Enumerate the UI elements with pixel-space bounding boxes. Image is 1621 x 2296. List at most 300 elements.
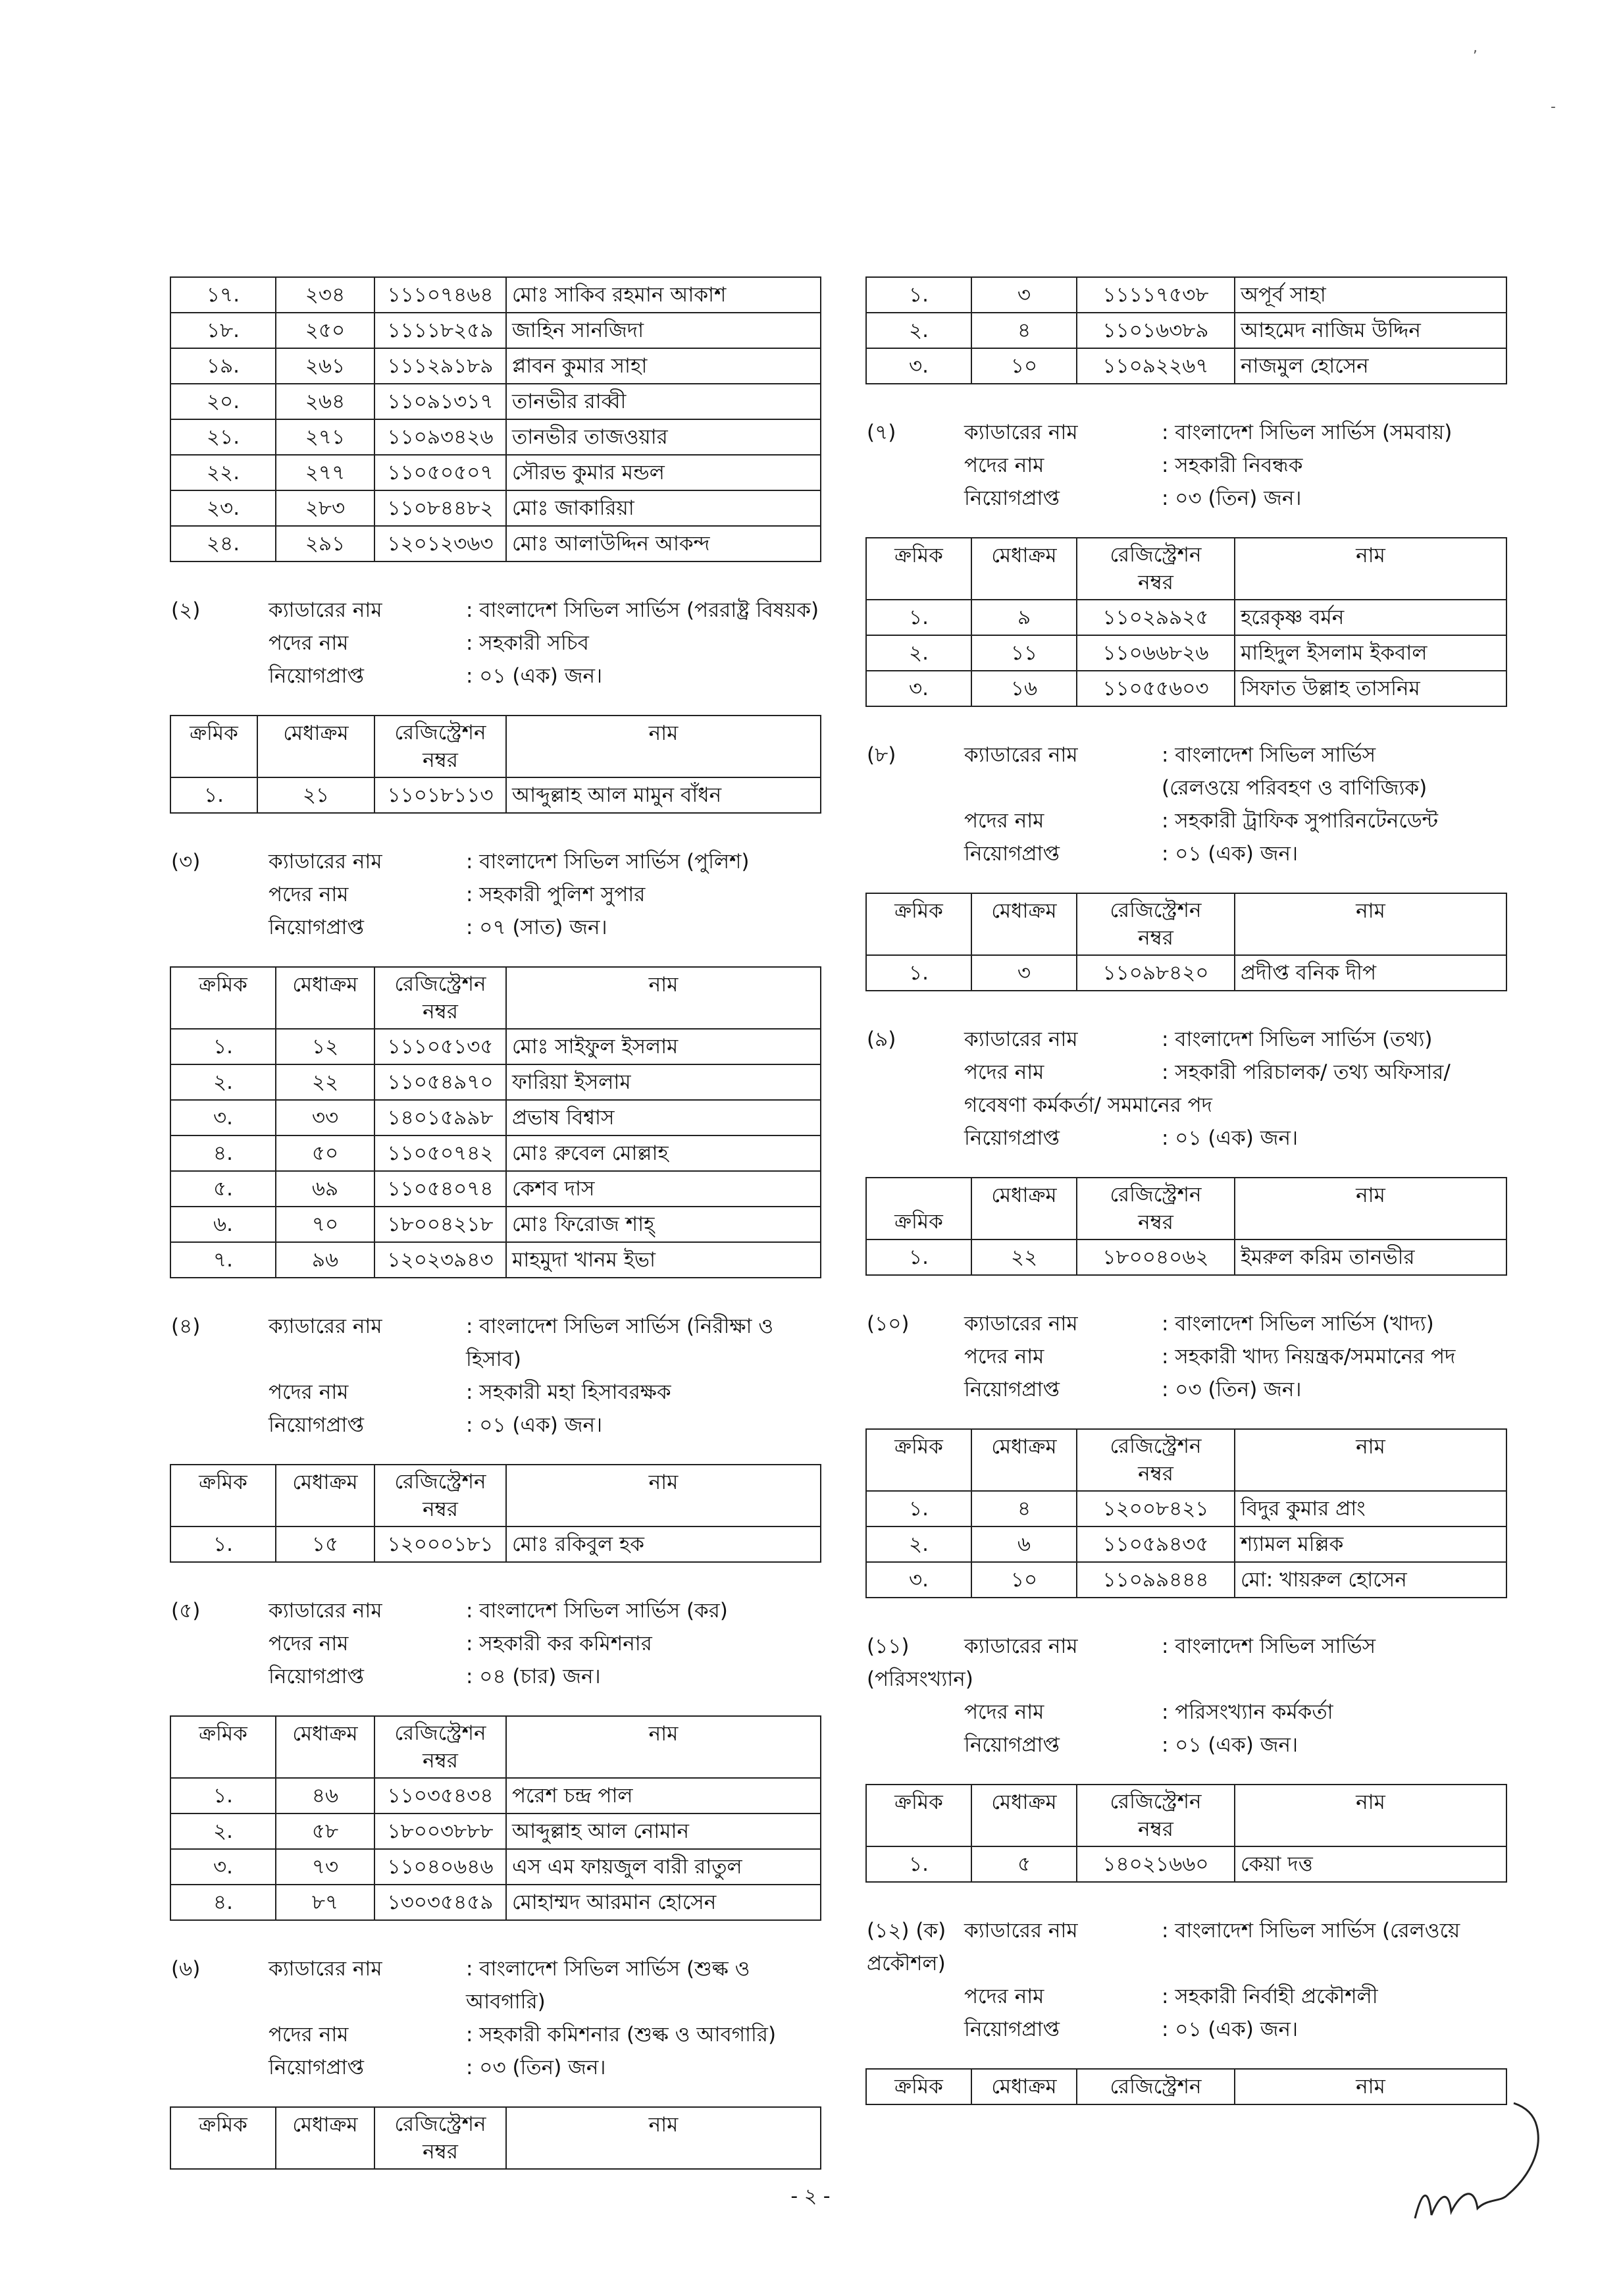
cell-registration: ১১১১৭৫৩৮ — [1077, 277, 1235, 313]
right-column — [865, 276, 1507, 2105]
cell-serial: ২১. — [170, 419, 276, 455]
table-row — [866, 1526, 1506, 1562]
table-section-8 — [865, 893, 1507, 991]
cell-serial: ১৯. — [170, 348, 276, 384]
cell-registration: ১১০৫৪৯৭০ — [374, 1064, 506, 1100]
cell-registration: ১২০২৩৯৪৩ — [374, 1242, 506, 1278]
cell-registration: ১১০৩৫৪৩৪ — [374, 1778, 506, 1813]
post-label: পদের নাম — [269, 631, 349, 655]
post-value: : সহকারী পুলিশ সুপার — [466, 883, 646, 906]
scan-speck: - — [1551, 99, 1556, 115]
cell-registration: ১৮০০৪২১৮ — [374, 1207, 506, 1242]
cell-registration: ১১০৯২২৬৭ — [1077, 348, 1235, 384]
appointed-value: : ০৪ (চার) জন। — [466, 1665, 601, 1688]
appointed-label: নিয়োগপ্রাপ্ত — [269, 916, 365, 939]
appointed-value: : ০১ (এক) জন। — [1162, 1126, 1299, 1150]
cell-serial: ৩. — [866, 348, 971, 384]
cell-registration: ১২০১২৩৬৩ — [374, 526, 506, 561]
post-label: পদের নাম — [964, 1700, 1044, 1724]
cadre-value: : বাংলাদেশ সিভিল সার্ভিস (খাদ্য) — [1162, 1312, 1434, 1336]
cadre-value: : বাংলাদেশ সিভিল সার্ভিস (শুল্ক ও আবগারি) — [466, 1957, 750, 2014]
cell-registration: ১১০৯৮৪২০ — [1077, 955, 1235, 991]
cell-serial: ৩. — [866, 671, 971, 706]
cell-serial: ২৩. — [170, 490, 276, 526]
cell-name: তানভীর রাব্বী — [506, 384, 821, 419]
cell-registration: ১১০৪০৬৪৬ — [374, 1849, 506, 1885]
header-serial: ক্রমিক — [170, 967, 276, 1029]
cadre-label: ক্যাডারের নাম — [269, 598, 382, 622]
table-row — [170, 1029, 821, 1064]
table-row — [170, 455, 821, 490]
header-merit: মেধাক্রম — [257, 716, 374, 777]
appointed-label: নিয়োগপ্রাপ্ত — [964, 486, 1060, 510]
cell-name: প্রভাষ বিশ্বাস — [506, 1100, 821, 1135]
cell-name: জাহিন সানজিদা — [506, 313, 821, 348]
section-number: (২) — [171, 598, 201, 622]
appointed-value: : ০৩ (তিন) জন। — [466, 2056, 606, 2079]
cadre-value: : বাংলাদেশ সিভিল সার্ভিস (রেলওয়ে — [1162, 1919, 1460, 1943]
cell-merit: ২৫০ — [276, 313, 374, 348]
section-5-info — [170, 1594, 821, 1693]
cadre-label: ক্যাডারের নাম — [964, 1312, 1078, 1336]
cell-registration: ১১০৯৩৪২৬ — [374, 419, 506, 455]
cell-serial: ২. — [866, 1526, 971, 1562]
cell-merit: ৬৯ — [276, 1171, 374, 1207]
table-row — [170, 526, 821, 561]
cell-serial: ৫. — [170, 1171, 276, 1207]
cell-merit: ২৮৩ — [276, 490, 374, 526]
table-row — [170, 1778, 821, 1813]
left-column — [170, 276, 821, 2170]
post-value: : সহকারী নির্বাহী প্রকৌশলী — [1162, 1985, 1378, 2008]
cell-registration: ১১০৯১৩১৭ — [374, 384, 506, 419]
table-row — [866, 1562, 1506, 1598]
cell-name: ইমরুল করিম তানভীর — [1235, 1239, 1506, 1275]
cell-merit: ৩ — [971, 955, 1077, 991]
cell-name: প্লাবন কুমার সাহা — [506, 348, 821, 384]
section-4-info — [170, 1310, 821, 1442]
cell-serial: ১. — [170, 1526, 276, 1562]
cell-registration: ১১১০৫১৩৫ — [374, 1029, 506, 1064]
section-8-info — [865, 739, 1507, 870]
table-cadre-1-continued — [170, 276, 821, 562]
section-6-info — [170, 1952, 821, 2084]
post-label: পদের নাম — [964, 454, 1044, 477]
table-row — [170, 1526, 821, 1562]
table-section-11 — [865, 1784, 1507, 1883]
table-section-6-continued — [865, 276, 1507, 384]
table-row — [866, 1846, 1506, 1882]
cell-serial: ১. — [866, 600, 971, 635]
cell-merit: ৭৩ — [276, 1849, 374, 1885]
cell-name: আব্দুল্লাহ আল মামুন বাঁধন — [506, 777, 821, 813]
table-section-7 — [865, 537, 1507, 707]
post-label: পদের নাম — [269, 883, 349, 906]
header-registration: রেজিস্ট্রেশন — [1077, 2069, 1235, 2104]
cell-name: এস এম ফায়জুল বারী রাতুল — [506, 1849, 821, 1885]
appointed-value: : ০১ (এক) জন। — [1162, 1733, 1299, 1757]
section-3-info — [170, 845, 821, 944]
post-label: পদের নাম — [964, 1060, 1044, 1084]
cell-merit: ২৬৪ — [276, 384, 374, 419]
table-row — [866, 1491, 1506, 1526]
table-row — [170, 1171, 821, 1207]
section-2-info — [170, 594, 821, 692]
cell-serial: ৭. — [170, 1242, 276, 1278]
cell-registration: ১১০৬৬৮২৬ — [1077, 635, 1235, 671]
cell-name: মো: খায়রুল হোসেন — [1235, 1562, 1506, 1598]
cell-serial: ১. — [170, 1778, 276, 1813]
cell-registration: ১১০২৯৯২৫ — [1077, 600, 1235, 635]
table-row — [170, 1064, 821, 1100]
cell-merit: ৪৬ — [276, 1778, 374, 1813]
cell-serial: ১. — [866, 277, 971, 313]
appointed-value: : ০১ (এক) জন। — [466, 1413, 603, 1437]
appointed-value: : ০১ (এক) জন। — [466, 664, 603, 688]
cadre-label: ক্যাডারের নাম — [964, 1028, 1078, 1051]
cell-merit: ৮৭ — [276, 1885, 374, 1920]
appointed-label: নিয়োগপ্রাপ্ত — [964, 842, 1060, 866]
section-number: (৯) — [867, 1028, 896, 1051]
section-12-info — [865, 1914, 1507, 2046]
appointed-value: : ০১ (এক) জন। — [1162, 842, 1299, 866]
section-number: (৪) — [171, 1315, 201, 1338]
table-row — [866, 600, 1506, 635]
cell-name: মাহমুদা খানম ইভা — [506, 1242, 821, 1278]
header-registration: রেজিস্ট্রেশন নম্বর — [374, 967, 506, 1029]
cadre-value: : বাংলাদেশ সিভিল সার্ভিস (তথ্য) — [1162, 1028, 1433, 1051]
post-value: : সহকারী মহা হিসাবরক্ষক — [466, 1380, 671, 1404]
header-name: নাম — [506, 967, 821, 1029]
table-row — [170, 1135, 821, 1171]
cell-name: শ্যামল মল্লিক — [1235, 1526, 1506, 1562]
header-merit: মেধাক্রম — [276, 2107, 374, 2169]
cell-merit: ৩৩ — [276, 1100, 374, 1135]
header-merit: মেধাক্রম — [971, 893, 1077, 955]
cell-name: সিফাত উল্লাহ তাসনিম — [1235, 671, 1506, 706]
cell-merit: ৯ — [971, 600, 1077, 635]
header-registration: রেজিস্ট্রেশন নম্বর — [1077, 1178, 1235, 1239]
post-label: পদের নাম — [269, 1632, 349, 1656]
header-merit: মেধাক্রম — [971, 1785, 1077, 1846]
appointed-label: নিয়োগপ্রাপ্ত — [964, 1126, 1060, 1150]
cell-name: মোঃ জাকারিয়া — [506, 490, 821, 526]
cell-merit: ৫৮ — [276, 1813, 374, 1849]
table-row — [866, 313, 1506, 348]
cell-name: মোঃ ফিরোজ শাহ্ — [506, 1207, 821, 1242]
cell-merit: ১৫ — [276, 1526, 374, 1562]
cell-merit: ৫০ — [276, 1135, 374, 1171]
cell-merit: ৩ — [971, 277, 1077, 313]
appointed-value: : ০৩ (তিন) জন। — [1162, 486, 1302, 510]
cell-serial: ৪. — [170, 1885, 276, 1920]
cell-serial: ১. — [170, 1029, 276, 1064]
cell-name: মোঃ রুবেল মোল্লাহ — [506, 1135, 821, 1171]
table-row — [170, 1849, 821, 1885]
cell-name: মোঃ আলাউদ্দিন আকন্দ — [506, 526, 821, 561]
cell-name: ফারিয়া ইসলাম — [506, 1064, 821, 1100]
header-merit: মেধাক্রম — [971, 1429, 1077, 1491]
post-value: : সহকারী খাদ্য নিয়ন্ত্রক/সমমানের পদ — [1162, 1345, 1456, 1369]
cell-registration: ১১০৫৫৬০৩ — [1077, 671, 1235, 706]
cell-registration: ১১০৫০৭৪২ — [374, 1135, 506, 1171]
table-section-6 — [170, 2106, 821, 2170]
cell-name: আব্দুল্লাহ আল নোমান — [506, 1813, 821, 1849]
cadre-value-continued: (পরিসংখ্যান) — [867, 1667, 973, 1691]
section-9-info — [865, 1023, 1507, 1155]
table-row — [170, 313, 821, 348]
cadre-value: : বাংলাদেশ সিভিল সার্ভিস — [1162, 1634, 1376, 1658]
section-number: (৫) — [171, 1599, 201, 1623]
header-registration: রেজিস্ট্রেশন নম্বর — [374, 1465, 506, 1526]
header-serial: ক্রমিক — [866, 1429, 971, 1491]
cell-serial: ২. — [170, 1064, 276, 1100]
cell-registration: ১১১০৭৪৬৪ — [374, 277, 506, 313]
table-row — [866, 955, 1506, 991]
cell-name: মোঃ সাকিব রহমান আকাশ — [506, 277, 821, 313]
cell-merit: ২৯১ — [276, 526, 374, 561]
cell-merit: ২২ — [971, 1239, 1077, 1275]
header-merit: মেধাক্রম — [276, 1465, 374, 1526]
post-value: : সহকারী কমিশনার (শুল্ক ও আবগারি) — [466, 2023, 777, 2047]
cell-name: মোঃ রকিবুল হক — [506, 1526, 821, 1562]
post-value: : সহকারী কর কমিশনার — [466, 1632, 652, 1656]
appointed-label: নিয়োগপ্রাপ্ত — [269, 1413, 365, 1437]
cell-name: নাজমুল হোসেন — [1235, 348, 1506, 384]
cell-merit: ১১ — [971, 635, 1077, 671]
post-value-continued: গবেষণা কর্মকর্তা/ সমমানের পদ — [964, 1093, 1212, 1117]
appointed-label: নিয়োগপ্রাপ্ত — [269, 1665, 365, 1688]
cell-registration: ১২০০৮৪২১ — [1077, 1491, 1235, 1526]
table-section-4 — [170, 1464, 821, 1563]
cell-merit: ৫ — [971, 1846, 1077, 1882]
post-label: পদের নাম — [964, 1345, 1044, 1369]
section-number: (১১) — [867, 1634, 910, 1658]
header-serial: ক্রমিক — [170, 1716, 276, 1778]
header-name: নাম — [1235, 1429, 1506, 1491]
section-number: (৬) — [171, 1957, 201, 1981]
cadre-label: ক্যাডারের নাম — [269, 1315, 382, 1338]
header-registration: রেজিস্ট্রেশন নম্বর — [1077, 1429, 1235, 1491]
table-row — [866, 277, 1506, 313]
cell-merit: ২৬১ — [276, 348, 374, 384]
post-label: পদের নাম — [964, 1985, 1044, 2008]
cell-name: তানভীর তাজওয়ার — [506, 419, 821, 455]
cell-merit: ৪ — [971, 1491, 1077, 1526]
cell-registration: ১১০১৬৩৮৯ — [1077, 313, 1235, 348]
cell-serial: ২. — [866, 313, 971, 348]
section-7-info — [865, 416, 1507, 515]
header-serial: ক্রমিক — [866, 2069, 971, 2104]
page-number: - ২ - — [790, 2185, 831, 2208]
appointed-label: নিয়োগপ্রাপ্ত — [964, 2018, 1060, 2041]
cadre-value: : বাংলাদেশ সিভিল সার্ভিস (কর) — [466, 1599, 728, 1623]
table-row — [170, 1813, 821, 1849]
cadre-label: ক্যাডারের নাম — [269, 1599, 382, 1623]
cell-registration: ১২০০০১৮১ — [374, 1526, 506, 1562]
cell-serial: ২০. — [170, 384, 276, 419]
post-label: পদের নাম — [964, 809, 1044, 833]
cell-registration: ১৪০২১৬৬০ — [1077, 1846, 1235, 1882]
section-number: (১২) (ক) — [867, 1919, 946, 1943]
cell-name: অপূর্ব সাহা — [1235, 277, 1506, 313]
header-serial: ক্রমিক — [866, 1178, 971, 1239]
table-section-5 — [170, 1715, 821, 1921]
post-value: : সহকারী পরিচালক/ তথ্য অফিসার/ — [1162, 1060, 1451, 1084]
cell-serial: ২৪. — [170, 526, 276, 561]
cell-name: পরেশ চন্দ্র পাল — [506, 1778, 821, 1813]
table-row — [170, 348, 821, 384]
cell-serial: ২২. — [170, 455, 276, 490]
cadre-value: : বাংলাদেশ সিভিল সার্ভিস (পুলিশ) — [466, 850, 750, 874]
cadre-label: ক্যাডারের নাম — [269, 850, 382, 874]
cell-serial: ১. — [866, 955, 971, 991]
cell-serial: ৩. — [866, 1562, 971, 1598]
cell-registration: ১৪০১৫৯৯৮ — [374, 1100, 506, 1135]
cell-serial: ১. — [866, 1239, 971, 1275]
cell-registration: ১১০৯৯৪৪৪ — [1077, 1562, 1235, 1598]
section-number: (৮) — [867, 743, 896, 767]
cell-serial: ৪. — [170, 1135, 276, 1171]
cadre-label: ক্যাডারের নাম — [964, 421, 1078, 444]
table-row — [170, 277, 821, 313]
cell-serial: ২. — [866, 635, 971, 671]
cell-registration: ১১০৫৯৪৩৫ — [1077, 1526, 1235, 1562]
header-merit: মেধাক্রম — [276, 967, 374, 1029]
appointed-value: : ০১ (এক) জন। — [1162, 2018, 1299, 2041]
header-serial: ক্রমিক — [866, 893, 971, 955]
cell-serial: ১. — [866, 1846, 971, 1882]
section-number: (১০) — [867, 1312, 910, 1336]
post-label: পদের নাম — [269, 2023, 349, 2047]
header-name: নাম — [506, 1716, 821, 1778]
table-row — [170, 1207, 821, 1242]
appointed-label: নিয়োগপ্রাপ্ত — [269, 664, 365, 688]
table-row — [170, 384, 821, 419]
cell-serial: ১. — [170, 777, 257, 813]
header-serial: ক্রমিক — [170, 1465, 276, 1526]
table-row — [170, 1100, 821, 1135]
cadre-label: ক্যাডারের নাম — [964, 1919, 1078, 1943]
table-section-9 — [865, 1177, 1507, 1276]
post-value: : সহকারী ট্রাফিক সুপারিনটেনডেন্ট — [1162, 809, 1439, 833]
cell-registration: ১১১১৮২৫৯ — [374, 313, 506, 348]
header-name: নাম — [506, 2107, 821, 2169]
header-registration: রেজিস্ট্রেশন নম্বর — [374, 1716, 506, 1778]
cadre-label: ক্যাডারের নাম — [964, 743, 1078, 767]
section-10-info — [865, 1307, 1507, 1406]
header-name: নাম — [506, 1465, 821, 1526]
section-number: (৩) — [171, 850, 201, 874]
header-registration: রেজিস্ট্রেশন নম্বর — [374, 716, 506, 777]
header-registration: রেজিস্ট্রেশন নম্বর — [374, 2107, 506, 2169]
cadre-value: : বাংলাদেশ সিভিল সার্ভিস (পররাষ্ট্র বিষয়ক) — [466, 598, 819, 622]
section-11-info — [865, 1630, 1507, 1761]
header-name: নাম — [1235, 1178, 1506, 1239]
post-value: : সহকারী নিবন্ধক — [1162, 454, 1303, 477]
header-merit: মেধাক্রম — [276, 1716, 374, 1778]
appointed-label: নিয়োগপ্রাপ্ত — [964, 1378, 1060, 1401]
cell-serial: ৩. — [170, 1849, 276, 1885]
header-name: নাম — [1235, 893, 1506, 955]
header-serial: ক্রমিক — [866, 1785, 971, 1846]
header-registration: রেজিস্ট্রেশন নম্বর — [1077, 893, 1235, 955]
cell-serial: ১. — [866, 1491, 971, 1526]
appointed-label: নিয়োগপ্রাপ্ত — [269, 2056, 365, 2079]
cell-registration: ১৩০৩৫৪৫৯ — [374, 1885, 506, 1920]
table-row — [866, 671, 1506, 706]
cell-merit: ১৬ — [971, 671, 1077, 706]
cell-registration: ১৮০০৩৮৮৮ — [374, 1813, 506, 1849]
cell-registration: ১১০১৮১১৩ — [374, 777, 506, 813]
cell-merit: ৪ — [971, 313, 1077, 348]
cadre-value-continued: প্রকৌশল) — [867, 1952, 946, 1975]
header-serial: ক্রমিক — [170, 716, 257, 777]
header-name: নাম — [1235, 1785, 1506, 1846]
cell-serial: ২. — [170, 1813, 276, 1849]
cell-registration: ১১০৮৪৪৮২ — [374, 490, 506, 526]
post-value: : সহকারী সচিব — [466, 631, 589, 655]
cell-name: কেশব দাস — [506, 1171, 821, 1207]
table-row — [170, 777, 821, 813]
table-row — [170, 419, 821, 455]
cell-name: মাহিদুল ইসলাম ইকবাল — [1235, 635, 1506, 671]
cell-merit: ২৭৭ — [276, 455, 374, 490]
cell-merit: ১২ — [276, 1029, 374, 1064]
section-number: (৭) — [867, 421, 896, 444]
cell-merit: ৭০ — [276, 1207, 374, 1242]
appointed-label: নিয়োগপ্রাপ্ত — [964, 1733, 1060, 1757]
table-row — [866, 1239, 1506, 1275]
cell-registration: ১৮০০৪০৬২ — [1077, 1239, 1235, 1275]
header-name: নাম — [1235, 538, 1506, 600]
header-serial: ক্রমিক — [170, 2107, 276, 2169]
cadre-value: : বাংলাদেশ সিভিল সার্ভিস — [1162, 743, 1376, 767]
table-row — [170, 1885, 821, 1920]
cell-registration: ১১০৫৪০৭৪ — [374, 1171, 506, 1207]
cell-merit: ১০ — [971, 1562, 1077, 1598]
table-section-10 — [865, 1428, 1507, 1598]
header-name: নাম — [506, 716, 821, 777]
header-serial: ক্রমিক — [866, 538, 971, 600]
cell-name: মোহাম্মদ আরমান হোসেন — [506, 1885, 821, 1920]
cell-name: প্রদীপ্ত বনিক দীপ — [1235, 955, 1506, 991]
cell-name: মোঃ সাইফুল ইসলাম — [506, 1029, 821, 1064]
table-row — [866, 635, 1506, 671]
cell-serial: ৩. — [170, 1100, 276, 1135]
cell-name: হরেকৃষ্ণ বর্মন — [1235, 600, 1506, 635]
header-name: নাম — [1235, 2069, 1506, 2104]
post-label: পদের নাম — [269, 1380, 349, 1404]
cadre-value-continued: হিসাব) — [466, 1347, 521, 1371]
cell-merit: ২১ — [257, 777, 374, 813]
cadre-value-continued: (রেলওয়ে পরিবহণ ও বাণিজ্যিক) — [1162, 776, 1428, 800]
cell-merit: ২৩৪ — [276, 277, 374, 313]
cell-name: সৌরভ কুমার মন্ডল — [506, 455, 821, 490]
cell-merit: ২৭১ — [276, 419, 374, 455]
header-merit: মেধাক্রম — [971, 538, 1077, 600]
header-registration: রেজিস্ট্রেশন নম্বর — [1077, 1785, 1235, 1846]
cell-serial: ১৮. — [170, 313, 276, 348]
cell-registration: ১১১২৯১৮৯ — [374, 348, 506, 384]
header-merit: মেধাক্রম — [971, 1178, 1077, 1239]
scan-speck: , — [1473, 39, 1478, 56]
header-merit: মেধাক্রম — [971, 2069, 1077, 2104]
cadre-label: ক্যাডারের নাম — [269, 1957, 382, 1981]
table-section-2 — [170, 715, 821, 814]
cadre-value: : বাংলাদেশ সিভিল সার্ভিস (নিরীক্ষা ও — [466, 1315, 774, 1338]
cadre-value: : বাংলাদেশ সিভিল সার্ভিস (সমবায়) — [1162, 421, 1453, 444]
